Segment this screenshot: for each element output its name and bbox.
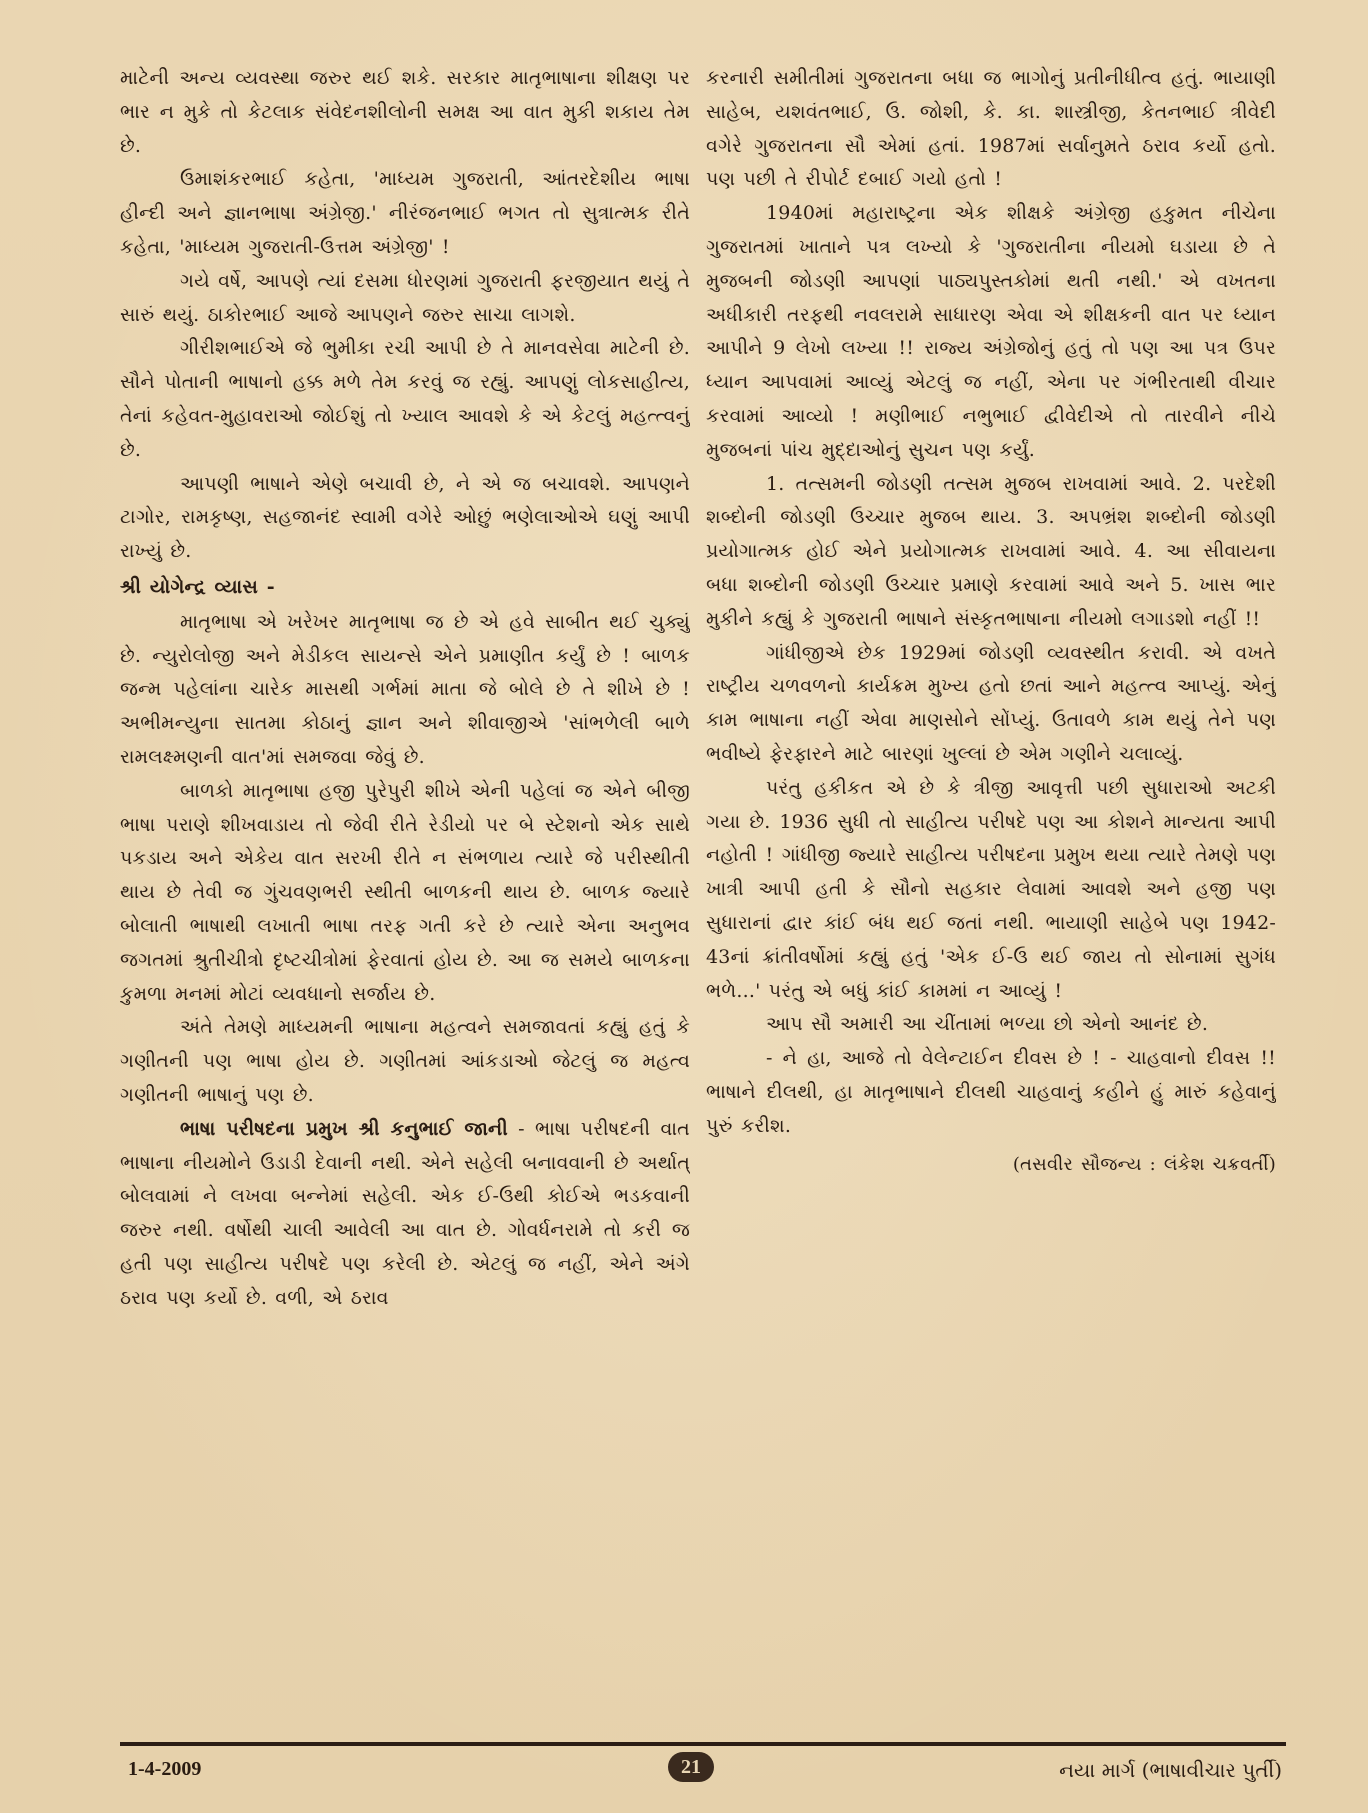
paragraph: ગાંધીજીએ છેક 1929માં જોડણી વ્યવસ્થીત કરાવી. એ વખતે રાષ્ટ્રીય ચળવળનો કાર્યક્રમ મુખ્ય હતો છતાં આને મહત્ત્વ આપ્યું. એનું કામ ભાષાના નહીં એવા માણસોને સોંપ્યું. ઉતાવળે કામ થયું તેને પણ ભવીષ્યે ફેરફારને માટે બારણાં ખુલ્લાં છે એમ ગણીને ચલાવ્યું. <box>706 641 1276 765</box>
page-number: 21 <box>668 1752 714 1782</box>
paragraph: આપ સૌ અમારી આ ચીંતામાં ભળ્યા છો એનો આનંદ છે. <box>766 1013 1209 1036</box>
footer-date: 1-4-2009 <box>128 1758 202 1780</box>
paragraph: 1940માં મહારાષ્ટ્રના એક શીક્ષકે અંગ્રેજી હકુમત નીચેના ગુજરાતમાં ખાતાને પત્ર લખ્યો કે 'ગુજરાતીના નીયમો ઘડાયા છે તે મુજબની જોડણી આપણાં પાઠ્યપુસ્તકોમાં થતી નથી.' એ વખતના અધીકારી તરફથી નવલરામે સાધારણ એવા એ શીક્ષકની વાત પર ધ્યાન આપીને 9 લેખો લખ્યા !! રાજ્ય અંગ્રેજોનું હતું તો પણ આ પત્ર ઉપર ધ્યાન આપવામાં આવ્યું એટલું જ નહીં, એના પર ગંભીરતાથી વીચાર કરવામાં આવ્યો ! મણીભાઈ નભુભાઈ દ્વીવેદીએ તો તારવીને નીચે મુજબનાં પાંચ મુદ્દાઓનું સુચન પણ કર્યું. <box>706 202 1276 461</box>
footer-rule <box>120 1742 1286 1746</box>
publication-title: નયા માર્ગ (ભાષાવીચાર પુર્તી) <box>1059 1758 1282 1782</box>
paragraph: - ને હા, આજે તો વેલેન્ટાઈન દીવસ છે ! - ચાહવાનો દીવસ !! ભાષાને દીલથી, હા માતૃભાષાને દીલથી ચાહવાનું કહીને હું મારું કહેવાનું પુરું કરીશ. <box>706 1047 1276 1137</box>
paragraph: બાળકો માતૃભાષા હજી પુરેપુરી શીખે એની પહેલાં જ એને બીજી ભાષા પરાણે શીખવાડાય તો જેવી રીતે રેડીયો પર બે સ્ટેશનો એક સાથે પકડાય અને એકેય વાત સરખી રીતે ન સંભળાય ત્યારે જે પરીસ્થીતી થાય છે તેવી જ ગુંચવણભરી સ્થીતી બાળકની થાય છે. બાળક જ્યારે બોલાતી ભાષાથી લખાતી ભાષા તરફ ગતી કરે છે ત્યારે એના અનુભવ જગતમાં શ્રુતીચીત્રો દૃષ્ટચીત્રોમાં ફેરવાતાં હોય છે. આ જ સમયે બાળકના કુમળા મનમાં મોટાં વ્યવધાનો સર્જાય છે. <box>120 779 690 1005</box>
paragraph: પરંતુ હકીકત એ છે કે ત્રીજી આવૃત્તી પછી સુધારાઓ અટકી ગયા છે. 1936 સુધી તો સાહીત્ય પરીષદે પણ આ કોશને માન્યતા આપી નહોતી ! ગાંધીજી જ્યારે સાહીત્ય પરીષદના પ્રમુખ થયા ત્યારે તેમણે પણ ખાત્રી આપી હતી કે સૌનો સહકાર લેવામાં આવશે અને હજી પણ સુધારાનાં દ્વાર કાંઈ બંધ થઈ જતાં નથી. ભાયાણી સાહેબે પણ 1942-43નાં ક્રાંતીવર્ષોમાં કહ્યું હતું 'એક ઈ-ઉ થઈ જાય તો સોનામાં સુગંધ ભળે...' પરંતુ એ બધું કાંઈ કામમાં ન આવ્યું ! <box>706 776 1276 1002</box>
paragraph: ઉમાશંકરભાઈ કહેતા, 'માધ્યમ ગુજરાતી, આંતરદેશીય ભાષા હીન્દી અને જ્ઞાનભાષા અંગ્રેજી.' નીરંજનભાઈ ભગત તો સુત્રાત્મક રીતે કહેતા, 'માધ્યમ ગુજરાતી-ઉત્તમ અંગ્રેજી' ! <box>120 168 690 258</box>
photo-credit: (તસવીર સૌજન્ય : લંકેશ ચક્રવર્તી) <box>1012 1153 1276 1175</box>
paragraph: 1. તત્સમની જોડણી તત્સમ મુજબ રાખવામાં આવે. 2. પરદેશી શબ્દોની જોડણી ઉચ્ચાર મુજબ થાય. 3. અપભ્રંશ શબ્દોની જોડણી પ્રયોગાત્મક હોઈ એને પ્રયોગાત્મક રાખવામાં આવે. 4. આ સીવાયના બધા શબ્દોની જોડણી ઉચ્ચાર પ્રમાણે કરવામાં આવે અને 5. ખાસ ભાર મુકીને કહ્યું કે ગુજરાતી ભાષાને સંસ્કૃતભાષાના નીયમો લગાડશો નહીં !! <box>706 472 1276 630</box>
right-column <box>706 62 1276 1727</box>
paragraph <box>120 1113 690 1316</box>
speaker-name: ભાષા પરીષદના પ્રમુખ શ્રી કનુભાઈ જાની <box>180 1117 508 1140</box>
paragraph: માતૃભાષા એ ખરેખર માતૃભાષા જ છે એ હવે સાબીત થઈ ચુક્યું છે. ન્યુરોલોજી અને મેડીકલ સાયન્સે એને પ્રમાણીત કર્યું છે ! બાળક જન્મ પહેલાંના ચારેક માસથી ગર્ભમાં માતા જે બોલે છે તે શીખે છે ! અભીમન્યુના સાતમા કોઠાનું જ્ઞાન અને શીવાજીએ 'સાંભળેલી બાળે રામલક્ષ્મણની વાત'માં સમજવા જેવું છે. <box>120 610 690 768</box>
paragraph: માટેની અન્ય વ્યવસ્થા જરુર થઈ શકે. સરકાર માતૃભાષાના શીક્ષણ પર ભાર ન મુકે તો કેટલાક સંવેદનશીલોની સમક્ષ આ વાત મુકી શકાય તેમ છે. <box>120 67 690 157</box>
left-column <box>120 62 690 1727</box>
paragraph: ગયે વર્ષે, આપણે ત્યાં દસમા ધોરણમાં ગુજરાતી ફરજીયાત થયું તે સારું થયું. ઠાકોરભાઈ આજે આપણને જરુર સાચા લાગશે. <box>120 269 690 326</box>
paragraph: કરનારી સમીતીમાં ગુજરાતના બધા જ ભાગોનું પ્રતીનીધીત્વ હતું. ભાયાણી સાહેબ, યશવંતભાઈ, ઉ. જોશી, કે. કા. શાસ્ત્રીજી, કેતનભાઈ ત્રીવેદી વગેરે ગુજરાતના સૌ એમાં હતાં. 1987માં સર્વાનુમતે ઠરાવ કર્યો હતો. પણ પછી તે રીપોર્ટ દબાઈ ગયો હતો ! <box>706 67 1276 191</box>
paragraph: આપણી ભાષાને એણે બચાવી છે, ને એ જ બચાવશે. આપણને ટાગોર, રામકૃષ્ણ, સહજાનંદ સ્વામી વગેરે ઓછું ભણેલાઓએ ઘણું આપી રાખ્યું છે. <box>120 472 690 563</box>
paragraph: ગીરીશભાઈએ જે ભુમીકા રચી આપી છે તે માનવસેવા માટેની છે. સૌને પોતાની ભાષાનો હક્ક મળે તેમ કરવું જ રહ્યું. આપણું લોકસાહીત્ય, તેનાં કહેવત-મુહાવરાઓ જોઈશું તો ખ્યાલ આવશે કે એ કેટલું મહત્ત્વનું છે. <box>120 337 690 461</box>
paragraph: અંતે તેમણે માધ્યમની ભાષાના મહત્વને સમજાવતાં કહ્યું હતું કે ગણીતની પણ ભાષા હોય છે. ગણીતમાં આંકડાઓ જેટલું જ મહત્વ ગણીતની ભાષાનું પણ છે. <box>120 1016 690 1106</box>
paragraph-text: - ભાષા પરીષદની વાત ભાષાના નીયમોને ઉડાડી દેવાની નથી. એને સહેલી બનાવવાની છે અર્થાત્ બોલવામાં ને લખવા બન્નેમાં સહેલી. એક ઈ-ઉથી કોઈએ ભડકવાની જરુર નથી. વર્ષોથી ચાલી આવેલી આ વાત છે. ગોવર્ધનરામે તો કરી જ હતી પણ સાહીત્ય પરીષદે પણ કરેલી છે. એટલું જ નહીં, એને અંગે ઠરાવ પણ કર્યો છે. વળી, એ ઠરાવ <box>120 1117 690 1309</box>
page-footer <box>120 1750 1286 1790</box>
speaker-heading: શ્રી યોગેન્દ્ર વ્યાસ - <box>120 575 275 598</box>
